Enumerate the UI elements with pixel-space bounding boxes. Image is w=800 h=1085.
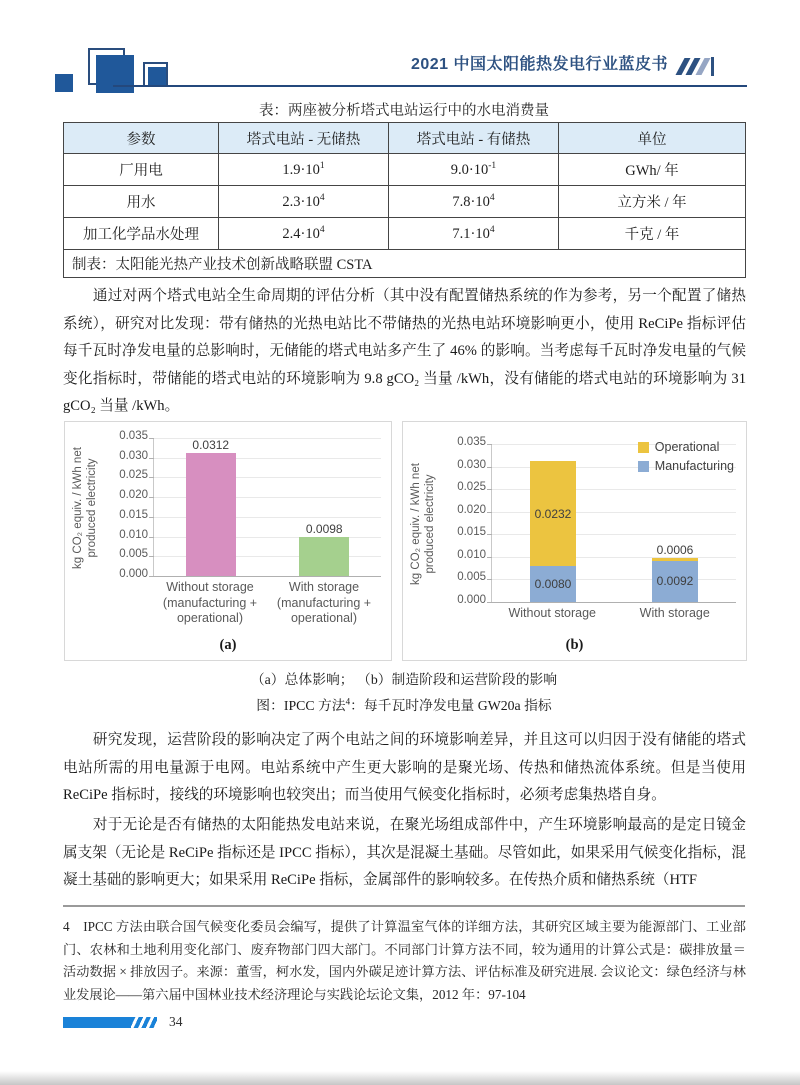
y-tick-label: 0.005 xyxy=(457,571,486,583)
table-row xyxy=(64,186,746,218)
body-paragraph: 通过对两个塔式电站全生命周期的评估分析（其中没有配置储热系统的作为参考，另一个配置了储热系统），研究对比发现：带有储热的光热电站比不带储热的光热电站环境影响更小，使用 ReCiPe 指标评估每千瓦时净发电量的总影响时，无储能的塔式电站多产生了 46% 的影响。当考虑每千瓦时净发电量的气候变化指标时，带储能的塔式电站的环境影响为 9.8 gCO₂ 当量 /kWh，没有储能的塔式电站的环境影响为 31 gCO₂ 当量 /kWh。 xyxy=(63,288,746,415)
y-axis-title-text: kg CO₂ equiv. / kWh net produced electricity xyxy=(410,462,436,585)
x-tick-label: With storage (manufacturing + operational) xyxy=(276,580,372,625)
bar-value-label: 0.0312 xyxy=(192,438,230,452)
manufacturing-segment: 0.0092 xyxy=(652,561,698,603)
y-tick-label: 0.030 xyxy=(119,450,148,462)
bar-value-label: 0.0098 xyxy=(305,522,343,537)
cell-param: 厂用电 xyxy=(64,154,219,186)
col-header-with-storage: 塔式电站 - 有储热 xyxy=(389,123,559,154)
bar-stack xyxy=(530,461,576,602)
y-tick-label: 0.035 xyxy=(457,436,486,448)
cell-no-storage: $2.4\cdot 10^4$ xyxy=(219,218,389,250)
legend-label: Manufacturing xyxy=(654,459,734,473)
x-tick-label: Without storage (manufacturing + operational) xyxy=(162,580,258,625)
x-tick-label: With storage xyxy=(639,606,710,620)
chart-legend xyxy=(638,440,734,478)
bar xyxy=(186,453,236,576)
y-tick-label: 0.030 xyxy=(457,459,486,471)
y-tick-label: 0.010 xyxy=(119,529,148,541)
y-axis-title xyxy=(69,430,103,585)
chart-a-bars xyxy=(154,438,381,576)
stacked-bar-group xyxy=(530,461,576,602)
footer-stripes-icon xyxy=(131,1017,157,1028)
table-row xyxy=(64,218,746,250)
cell-param: 用水 xyxy=(64,186,219,218)
figure xyxy=(64,421,747,661)
legend-item xyxy=(638,440,734,454)
page-footer xyxy=(63,1014,183,1030)
header-stripes-icon xyxy=(680,56,714,76)
chart-b-sublabel: (b) xyxy=(565,637,584,653)
x-tick-label: Without storage xyxy=(508,606,597,620)
y-tick-label: 0.005 xyxy=(119,548,148,560)
y-tick-label: 0.000 xyxy=(457,594,486,606)
bar-group xyxy=(186,438,236,576)
page-number: 34 xyxy=(169,1014,183,1029)
header-rule xyxy=(113,85,747,87)
operational-segment: 0.0232 xyxy=(530,461,576,566)
cell-no-storage: $2.3\cdot 10^4$ xyxy=(219,186,389,218)
body-paragraph: 对于无论是否有储热的太阳能热发电站来说，在聚光场组成部件中，产生环境影响最高的是定日镜金属支架（无论是 ReCiPe 指标还是 IPCC 指标），其次是混凝土基础。尽管如此，如果采用气候变化指标，混凝土基础的影响更大；如果采用 ReCiPe 指标，金属部件的影响较多。在传热介质和储热系统（HTF xyxy=(63,817,746,889)
legend-label: Operational xyxy=(654,440,720,454)
table-source: 制表：太阳能光热产业技术创新战略联盟 CSTA xyxy=(64,250,746,278)
cell-with-storage: $9.0\cdot 10^{-1}$ xyxy=(389,154,559,186)
col-header-unit: 单位 xyxy=(559,123,746,154)
y-tick-label: 0.020 xyxy=(457,504,486,516)
figure-caption-title: 图：IPCC 方法$^4$：每千瓦时净发电量 GW20a 指标 xyxy=(256,696,552,713)
cell-unit: 千克 / 年 xyxy=(559,218,746,250)
cell-with-storage: $7.8\cdot 10^4$ xyxy=(389,186,559,218)
y-tick-label: 0.010 xyxy=(457,549,486,561)
figure-caption-parts: （a）总体影响； （b）制造阶段和运营阶段的影响 xyxy=(250,672,558,687)
chart-b-xlabels xyxy=(491,606,736,622)
figure-chart-b xyxy=(402,421,747,661)
legend-item xyxy=(638,459,734,473)
y-tick-label: 0.015 xyxy=(457,526,486,538)
segment-value-label: 0.0006 xyxy=(656,542,694,557)
chart-a-sublabel: (a) xyxy=(219,637,237,653)
y-axis-title-text: kg CO₂ equiv. / kWh net produced electricity xyxy=(72,446,98,569)
cell-unit: 立方米 / 年 xyxy=(559,186,746,218)
col-header-no-storage: 塔式电站 - 无储热 xyxy=(219,123,389,154)
y-tick-label: 0.035 xyxy=(119,430,148,442)
stacked-bar-group xyxy=(652,543,698,602)
scan-bottom-edge xyxy=(0,1071,800,1085)
water-electricity-table xyxy=(63,122,746,278)
figure-chart-a xyxy=(64,421,392,661)
chart-a-xlabels xyxy=(153,580,381,627)
chart-b-plot xyxy=(457,436,736,606)
y-tick-label: 0.025 xyxy=(119,469,148,481)
y-axis-title xyxy=(407,436,441,611)
footer-bar-icon xyxy=(63,1017,131,1028)
cell-unit: GWh/ 年 xyxy=(559,154,746,186)
table-header-row xyxy=(64,123,746,154)
table-footer-row xyxy=(64,250,746,278)
bar-stack xyxy=(652,558,698,602)
col-header-param: 参数 xyxy=(64,123,219,154)
bar-group xyxy=(299,522,349,576)
y-tick-label: 0.000 xyxy=(119,568,148,580)
cell-no-storage: $1.9\cdot 10^1$ xyxy=(219,154,389,186)
manufacturing-segment: 0.0080 xyxy=(530,566,576,602)
header-title: 2021 中国太阳能热发电行业蓝皮书 xyxy=(410,56,668,73)
cell-param: 加工化学品水处理 xyxy=(64,218,219,250)
legend-marker-icon xyxy=(638,442,649,453)
footnote: 4 IPCC 方法由联合国气候变化委员会编写，提供了计算温室气体的详细方法，其研究区域主要为能源部门、工业部门、农林和土地利用变化部门、废弃物部门四大部门。不同部门计算方法不同，较为通用的计算公式是：碳排放量＝活动数据 × 排放因子。来源：董雪，柯水发，国内外碳足迹计算方法、评估标准及研究进展. 会议论文：绿色经济与林业发展论——第六届中国林业技术经济理论与实践论坛论文集，2012 年：97-104 xyxy=(63,919,746,1002)
table-row xyxy=(64,154,746,186)
table-caption: 表：两座被分析塔式电站运行中的水电消费量 xyxy=(259,103,549,119)
y-tick-label: 0.015 xyxy=(119,509,148,521)
y-tick-mark xyxy=(149,576,154,577)
bar xyxy=(299,537,349,576)
y-tick-mark xyxy=(487,602,492,603)
legend-marker-icon xyxy=(638,461,649,472)
body-paragraph: 研究发现，运营阶段的影响决定了两个电站之间的环境影响差异，并且这可以归因于没有储能的塔式电站所需的用电量源于电网。电站系统中产生更大影响的是聚光场、传热和储热流体系统。但是当使用 ReCiPe 指标时，接线的环境影响也较突出；而当使用气候变化指标时，必须考虑集热塔自身。 xyxy=(63,732,746,804)
chart-a-plot xyxy=(119,430,381,580)
cell-with-storage: $7.1\cdot 10^4$ xyxy=(389,218,559,250)
y-tick-label: 0.020 xyxy=(119,489,148,501)
footnote-rule xyxy=(63,905,745,907)
y-tick-label: 0.025 xyxy=(457,481,486,493)
